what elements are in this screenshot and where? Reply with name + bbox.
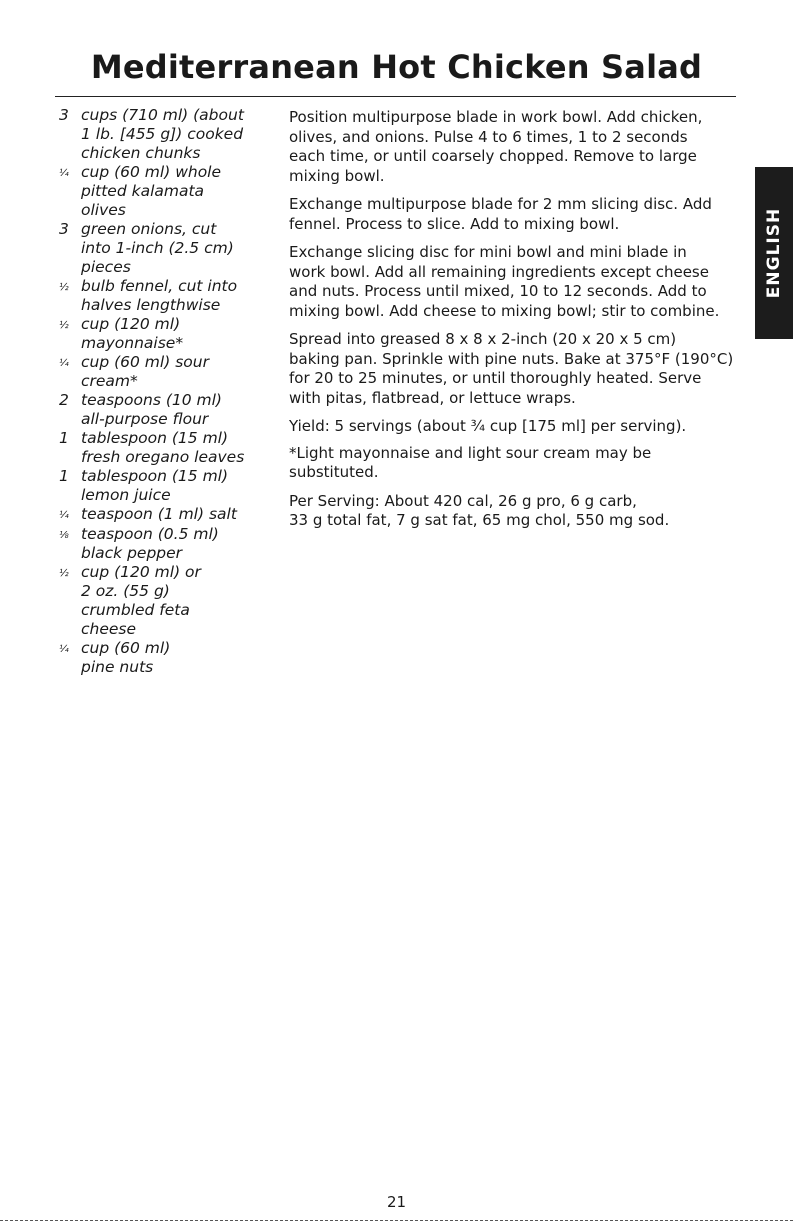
- language-tab-label: ENGLISH: [764, 207, 784, 299]
- ingredient-quantity: 1: [59, 467, 69, 485]
- footer-divider: [0, 1220, 793, 1221]
- page-title: Mediterranean Hot Chicken Salad: [90, 48, 703, 86]
- ingredient-text: bulb fennel, cut into halves lengthwise: [81, 277, 238, 314]
- ingredient-quantity: ¼: [59, 168, 69, 179]
- instruction-step: Exchange slicing disc for mini bowl and mini blade in work bowl. Add all remaining ingredients except cheese and nuts. Process until mixed, 10 to 12 seconds. Add to mixing bowl. Add cheese to mixing bowl; stir to combine.: [289, 243, 720, 320]
- ingredient-text: teaspoon (0.5 ml) black pepper: [81, 525, 219, 562]
- ingredient-quantity: 3: [59, 106, 69, 124]
- ingredient-text: teaspoon (1 ml) salt: [81, 505, 237, 523]
- ingredient-quantity: ¼: [59, 510, 69, 521]
- ingredient-item: [55, 353, 280, 391]
- ingredient-quantity: ¼: [59, 644, 69, 655]
- ingredient-item: [55, 563, 280, 639]
- ingredient-quantity: 1: [59, 429, 69, 447]
- ingredient-item: [55, 467, 280, 505]
- ingredient-item: [55, 525, 280, 563]
- ingredient-item: [55, 220, 280, 277]
- ingredient-item: [55, 391, 280, 429]
- ingredient-item: [55, 639, 280, 677]
- language-tab: [755, 167, 793, 339]
- ingredient-quantity: ½: [59, 282, 69, 293]
- instructions-column: [289, 108, 739, 540]
- ingredient-quantity: 3: [59, 220, 69, 238]
- ingredient-item: [55, 106, 280, 163]
- instruction-step: Position multipurpose blade in work bowl. Add chicken, olives, and onions. Pulse 4 to 6 times, 1 to 2 seconds each time, or until coarsely chopped. Remove to large mixing bowl.: [289, 108, 703, 185]
- ingredient-item: [55, 163, 280, 220]
- page-number: 21: [386, 1193, 407, 1211]
- ingredient-item: [55, 429, 280, 467]
- ingredient-quantity: ½: [59, 568, 69, 579]
- ingredient-text: cup (120 ml) mayonnaise*: [81, 315, 184, 352]
- ingredient-quantity: ¼: [59, 358, 69, 369]
- nutrition-text: Per Serving: About 420 cal, 26 g pro, 6 g carb, 33 g total fat, 7 g sat fat, 65 mg chol, 550 mg sod.: [289, 491, 670, 529]
- ingredient-text: cup (60 ml) whole pitted kalamata olives: [81, 163, 222, 219]
- ingredient-item: [55, 315, 280, 353]
- ingredient-text: tablespoon (15 ml) fresh oregano leaves: [81, 429, 245, 466]
- ingredient-text: green onions, cut into 1-inch (2.5 cm) pieces: [81, 220, 234, 276]
- title-divider: [55, 96, 736, 97]
- ingredient-item: [55, 505, 280, 525]
- yield-text: Yield: 5 servings (about ¾ cup [175 ml] per serving).: [289, 417, 687, 435]
- ingredient-quantity: ⅛: [59, 530, 69, 541]
- ingredient-text: cups (710 ml) (about 1 lb. [455 g]) cooked chicken chunks: [81, 106, 244, 162]
- ingredient-text: teaspoons (10 ml) all-purpose flour: [81, 391, 222, 428]
- instruction-step: Spread into greased 8 x 8 x 2-inch (20 x 20 x 5 cm) baking pan. Sprinkle with pine nuts. Bake at 375°F (190°C) for 20 to 25 minutes, or until thoroughly heated. Serve with pitas, flatbread, or lettuce wraps.: [289, 330, 734, 407]
- ingredient-quantity: ½: [59, 320, 69, 331]
- ingredient-item: [55, 277, 280, 315]
- footnote-text: *Light mayonnaise and light sour cream may be substituted.: [289, 443, 652, 481]
- ingredient-text: cup (120 ml) or 2 oz. (55 g) crumbled feta cheese: [81, 563, 201, 638]
- ingredient-list: [55, 106, 280, 677]
- ingredient-text: cup (60 ml) sour cream*: [81, 353, 209, 390]
- ingredient-text: tablespoon (15 ml) lemon juice: [81, 467, 229, 504]
- ingredient-quantity: 2: [59, 391, 69, 409]
- ingredient-text: cup (60 ml) pine nuts: [81, 639, 171, 676]
- instruction-step: Exchange multipurpose blade for 2 mm slicing disc. Add fennel. Process to slice. Add to mixing bowl.: [289, 195, 712, 233]
